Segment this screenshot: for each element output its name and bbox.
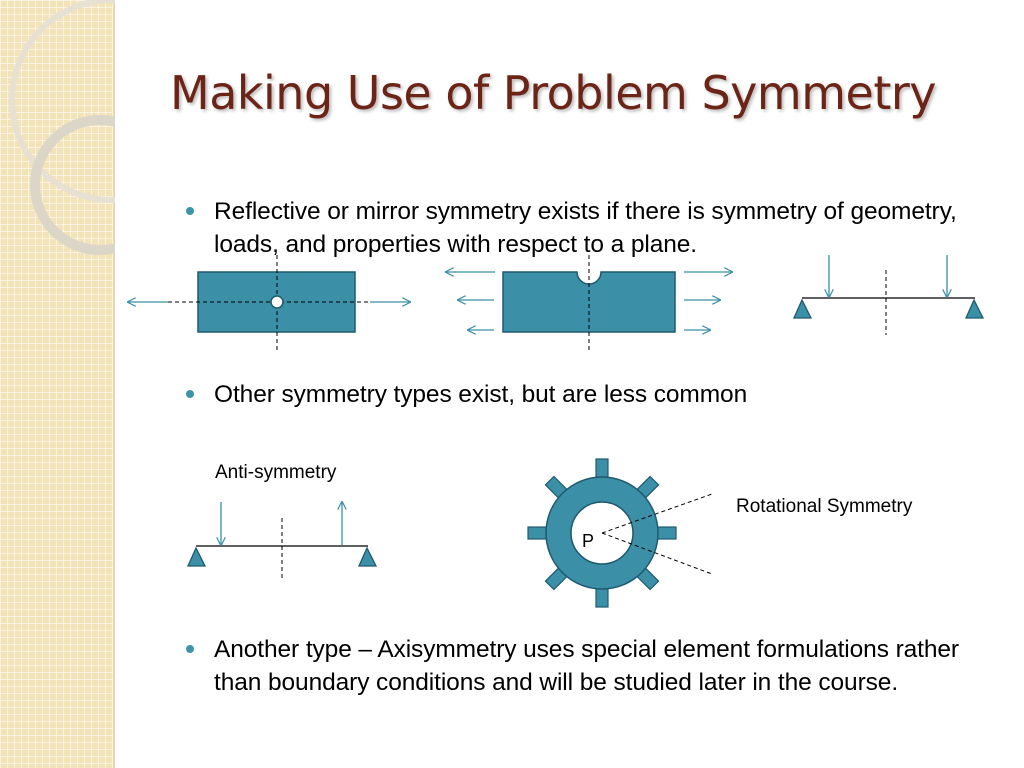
notched-plate-figure (446, 255, 732, 350)
point-p-label: P (582, 531, 595, 551)
support-right (359, 548, 376, 566)
symmetric-beam-figure (794, 255, 983, 335)
rotational-symmetry-figure (528, 459, 712, 607)
hole-shape (271, 296, 283, 308)
anti-symmetry-label: Anti-symmetry (215, 462, 337, 483)
notched-plate-shape (503, 272, 675, 332)
page-title: Making Use of Problem Symmetry (170, 66, 936, 120)
bullet-text: Reflective or mirror symmetry exists if there is symmetry of geometry, loads, and properties with respect to a plane. (214, 198, 957, 258)
rotational-symmetry-label: Rotational Symmetry (736, 496, 913, 517)
support-left (794, 300, 811, 318)
support-right (966, 300, 983, 318)
plate-with-hole-figure (128, 255, 410, 350)
bullet-text: Other symmetry types exist, but are less common (214, 381, 748, 408)
support-left (188, 548, 205, 566)
anti-symmetry-figure (188, 502, 376, 580)
bullet-text: Another type – Axisymmetry uses special element formulations rather than boundary conditions and will be studied later in the course. (214, 636, 959, 696)
